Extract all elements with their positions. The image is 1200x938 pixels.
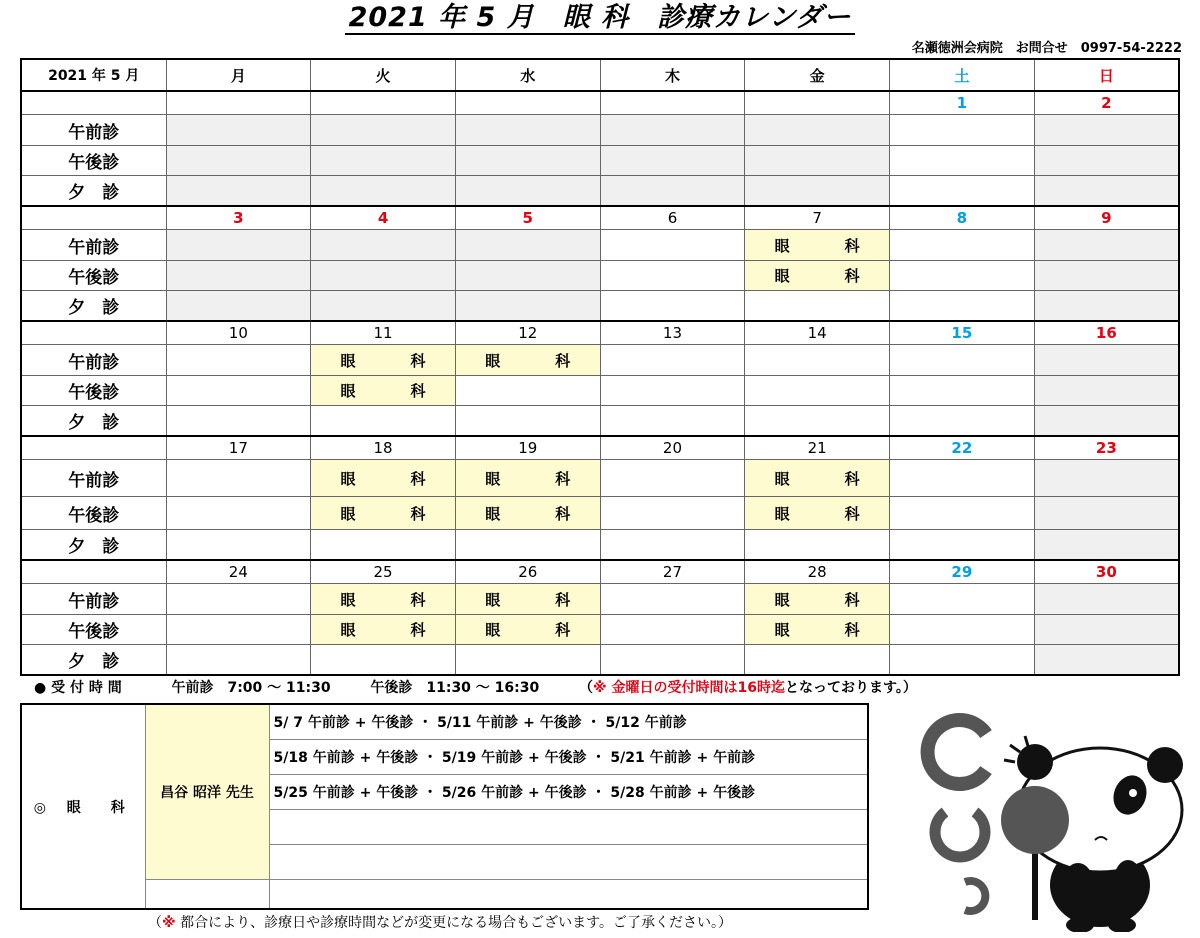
date-row: [21, 436, 1179, 460]
date-cell: [166, 91, 311, 115]
reception-hours: [34, 677, 917, 697]
reception-note-friday: ※ 金曜日の受付時間は16時迄: [592, 680, 785, 696]
date-cell: 12: [455, 321, 600, 345]
slot-cell: [166, 261, 311, 291]
slot-row: [21, 261, 1179, 291]
slot-cell: [600, 615, 745, 645]
date-cell: 29: [890, 560, 1035, 584]
date-cell: 17: [166, 436, 311, 460]
slot-cell: [1034, 615, 1179, 645]
reception-hours-afternoon: 午後診 11:30 〜 16:30: [370, 680, 540, 696]
date-cell: [455, 91, 600, 115]
slot-cell: [1034, 345, 1179, 376]
weekday-thu: 木: [600, 59, 745, 91]
date-row: [21, 321, 1179, 345]
slot-cell: [745, 376, 890, 406]
slot-cell: [600, 176, 745, 207]
slot-cell: [890, 584, 1035, 615]
slot-cell: [166, 615, 311, 645]
slot-cell: [890, 146, 1035, 176]
contact-info: 名瀬徳洲会病院 お問合せ 0997-54-2222: [911, 41, 1182, 56]
schedule-line: 5/ 7 午前診 + 午後診 ・ 5/11 午前診 + 午後診 ・ 5/12 午前診: [269, 704, 868, 740]
slot-label: 午後診: [21, 146, 166, 176]
date-cell: 14: [745, 321, 890, 345]
date-cell: 4: [311, 206, 456, 230]
slot-cell: [1034, 406, 1179, 437]
slot-row: [21, 230, 1179, 261]
slot-row: [21, 376, 1179, 406]
slot-cell: [166, 176, 311, 207]
landolt-ring-medium-icon: [935, 812, 985, 857]
slot-cell: [745, 115, 890, 146]
slot-cell: [745, 345, 890, 376]
slot-cell: [600, 291, 745, 322]
slot-label: 夕 診: [21, 291, 166, 322]
slot-cell: [455, 261, 600, 291]
date-cell: 21: [745, 436, 890, 460]
schedule-line: 5/25 午前診 + 午後診 ・ 5/26 午前診 + 午後診 ・ 5/28 午前診 + 午後診: [269, 775, 868, 810]
footnote-open: （: [148, 915, 162, 931]
slot-cell: [1034, 584, 1179, 615]
slot-cell: [600, 406, 745, 437]
slot-cell: [1034, 530, 1179, 561]
clinic-session-cell: 眼 科: [745, 615, 890, 645]
slot-row: [21, 615, 1179, 645]
slot-cell: [1034, 230, 1179, 261]
date-cell: 28: [745, 560, 890, 584]
slot-row: [21, 584, 1179, 615]
slot-cell: [1034, 291, 1179, 322]
slot-cell: [890, 645, 1035, 676]
date-row: [21, 560, 1179, 584]
slot-cell: [600, 261, 745, 291]
slot-cell: [890, 497, 1035, 530]
slot-cell: [1034, 146, 1179, 176]
slot-cell: [890, 115, 1035, 146]
slot-cell: [890, 376, 1035, 406]
slot-cell: [166, 291, 311, 322]
date-cell: 8: [890, 206, 1035, 230]
slot-cell: [311, 230, 456, 261]
schedule-doctor-empty: [145, 880, 269, 910]
date-cell: 30: [1034, 560, 1179, 584]
slot-label: 午後診: [21, 497, 166, 530]
slot-cell: [1034, 176, 1179, 207]
slot-cell: [311, 146, 456, 176]
date-cell: 24: [166, 560, 311, 584]
slot-cell: [311, 291, 456, 322]
clinic-session-cell: 眼 科: [455, 497, 600, 530]
date-cell: 5: [455, 206, 600, 230]
schedule-department: ◎ 眼 科: [21, 704, 145, 909]
date-cell: 16: [1034, 321, 1179, 345]
slot-row: [21, 176, 1179, 207]
date-cell: 18: [311, 436, 456, 460]
slot-cell: [890, 261, 1035, 291]
clinic-session-cell: 眼 科: [311, 345, 456, 376]
slot-cell: [311, 261, 456, 291]
slot-label: 午後診: [21, 261, 166, 291]
landolt-ring-large-icon: [928, 720, 986, 784]
slot-row: [21, 115, 1179, 146]
slot-cell: [745, 645, 890, 676]
clinic-session-cell: 眼 科: [745, 497, 890, 530]
slot-cell: [745, 146, 890, 176]
date-row-label: [21, 91, 166, 115]
slot-row: [21, 146, 1179, 176]
slot-cell: [1034, 261, 1179, 291]
slot-cell: [166, 115, 311, 146]
slot-cell: [745, 291, 890, 322]
slot-cell: [166, 376, 311, 406]
slot-cell: [166, 584, 311, 615]
slot-cell: [1034, 460, 1179, 497]
date-cell: 26: [455, 560, 600, 584]
slot-cell: [166, 406, 311, 437]
date-row: [21, 206, 1179, 230]
slot-cell: [311, 176, 456, 207]
slot-cell: [600, 115, 745, 146]
slot-cell: [455, 645, 600, 676]
slot-cell: [600, 530, 745, 561]
slot-cell: [1034, 376, 1179, 406]
weekday-mon: 月: [166, 59, 311, 91]
slot-cell: [600, 584, 745, 615]
landolt-ring-small-icon: [965, 881, 985, 911]
reception-hours-label: ● 受 付 時 間: [34, 680, 122, 696]
slot-cell: [311, 530, 456, 561]
slot-cell: [455, 406, 600, 437]
weekday-sat: 土: [890, 59, 1035, 91]
schedule-line: [269, 845, 868, 880]
clinic-session-cell: 眼 科: [311, 460, 456, 497]
slot-cell: [600, 497, 745, 530]
slot-cell: [1034, 115, 1179, 146]
clinic-session-cell: 眼 科: [455, 584, 600, 615]
schedule-line-empty: [269, 880, 868, 910]
slot-label: 午前診: [21, 345, 166, 376]
clinic-session-cell: 眼 科: [745, 230, 890, 261]
slot-label: 午後診: [21, 615, 166, 645]
date-row-label: [21, 436, 166, 460]
slot-label: 午前診: [21, 115, 166, 146]
clinic-session-cell: 眼 科: [745, 261, 890, 291]
clinic-session-cell: 眼 科: [311, 376, 456, 406]
slot-cell: [890, 406, 1035, 437]
slot-label: 夕 診: [21, 406, 166, 437]
weekday-sun: 日: [1034, 59, 1179, 91]
slot-label: 夕 診: [21, 645, 166, 676]
date-cell: 11: [311, 321, 456, 345]
panda-icon: [1001, 744, 1183, 932]
slot-cell: [455, 376, 600, 406]
slot-cell: [166, 345, 311, 376]
doctor-schedule-table: [20, 703, 869, 910]
reception-note-open: （: [578, 680, 593, 696]
weekday-fri: 金: [745, 59, 890, 91]
panda-eye-test-illustration: [900, 700, 1190, 932]
slot-cell: [1034, 645, 1179, 676]
date-cell: 25: [311, 560, 456, 584]
slot-label: 夕 診: [21, 530, 166, 561]
page-title: 2021 年 5 月 眼 科 診療カレンダー: [0, 0, 1200, 36]
slot-cell: [455, 115, 600, 146]
clinic-session-cell: 眼 科: [745, 460, 890, 497]
reception-hours-morning: 午前診 7:00 〜 11:30: [171, 680, 331, 696]
slot-label: 午前診: [21, 230, 166, 261]
slot-cell: [890, 345, 1035, 376]
date-row: [21, 91, 1179, 115]
slot-row: [21, 645, 1179, 676]
date-cell: 22: [890, 436, 1035, 460]
reception-note-tail: となっております。）: [784, 680, 917, 696]
slot-cell: [600, 146, 745, 176]
date-cell: 1: [890, 91, 1035, 115]
date-cell: [600, 91, 745, 115]
slot-cell: [311, 115, 456, 146]
clinic-session-cell: 眼 科: [455, 460, 600, 497]
slot-cell: [600, 460, 745, 497]
date-cell: 9: [1034, 206, 1179, 230]
slot-cell: [166, 497, 311, 530]
slot-cell: [455, 230, 600, 261]
slot-row: [21, 530, 1179, 561]
slot-cell: [455, 146, 600, 176]
date-cell: 10: [166, 321, 311, 345]
slot-cell: [600, 645, 745, 676]
date-cell: [745, 91, 890, 115]
date-cell: 27: [600, 560, 745, 584]
slot-label: 夕 診: [21, 176, 166, 207]
slot-cell: [166, 460, 311, 497]
slot-cell: [745, 406, 890, 437]
clinic-session-cell: 眼 科: [311, 615, 456, 645]
schedule-doctor: 昌谷 昭洋 先生: [145, 704, 269, 880]
slot-cell: [311, 645, 456, 676]
slot-cell: [890, 460, 1035, 497]
schedule-line: [269, 810, 868, 845]
date-cell: 2: [1034, 91, 1179, 115]
slot-cell: [166, 645, 311, 676]
slot-cell: [890, 176, 1035, 207]
date-cell: 3: [166, 206, 311, 230]
footnote-mark: ※: [162, 915, 176, 931]
slot-cell: [890, 291, 1035, 322]
slot-cell: [311, 406, 456, 437]
slot-cell: [1034, 497, 1179, 530]
clinic-session-cell: 眼 科: [455, 345, 600, 376]
calendar-corner: 2021 年 5 月: [21, 59, 166, 91]
clinic-session-cell: 眼 科: [455, 615, 600, 645]
slot-row: [21, 497, 1179, 530]
slot-cell: [890, 530, 1035, 561]
slot-cell: [455, 291, 600, 322]
calendar-table: [20, 58, 1180, 676]
slot-cell: [166, 230, 311, 261]
slot-cell: [166, 530, 311, 561]
date-cell: 7: [745, 206, 890, 230]
slot-cell: [745, 176, 890, 207]
date-cell: 13: [600, 321, 745, 345]
footnote-text: 都合により、診療日や診療時間などが変更になる場合もございます。ご了承ください。）: [175, 915, 732, 931]
slot-label: 午前診: [21, 584, 166, 615]
slot-cell: [745, 530, 890, 561]
date-cell: 15: [890, 321, 1035, 345]
slot-cell: [600, 376, 745, 406]
slot-cell: [890, 230, 1035, 261]
weekday-wed: 水: [455, 59, 600, 91]
date-cell: [311, 91, 456, 115]
slot-cell: [166, 146, 311, 176]
footnote: [148, 912, 732, 932]
weekday-header-row: [21, 59, 1179, 91]
slot-row: [21, 291, 1179, 322]
date-row-label: [21, 206, 166, 230]
date-cell: 19: [455, 436, 600, 460]
date-cell: 23: [1034, 436, 1179, 460]
slot-row: [21, 460, 1179, 497]
date-cell: 20: [600, 436, 745, 460]
date-row-label: [21, 321, 166, 345]
clinic-session-cell: 眼 科: [745, 584, 890, 615]
weekday-tue: 火: [311, 59, 456, 91]
slot-row: [21, 345, 1179, 376]
clinic-session-cell: 眼 科: [311, 584, 456, 615]
slot-label: 午後診: [21, 376, 166, 406]
clinic-session-cell: 眼 科: [311, 497, 456, 530]
slot-cell: [455, 176, 600, 207]
slot-cell: [890, 615, 1035, 645]
slot-label: 午前診: [21, 460, 166, 497]
schedule-line: 5/18 午前診 + 午後診 ・ 5/19 午前診 + 午後診 ・ 5/21 午前診 + 午前診: [269, 740, 868, 775]
slot-cell: [600, 345, 745, 376]
slot-row: [21, 406, 1179, 437]
date-row-label: [21, 560, 166, 584]
slot-cell: [455, 530, 600, 561]
slot-cell: [600, 230, 745, 261]
date-cell: 6: [600, 206, 745, 230]
